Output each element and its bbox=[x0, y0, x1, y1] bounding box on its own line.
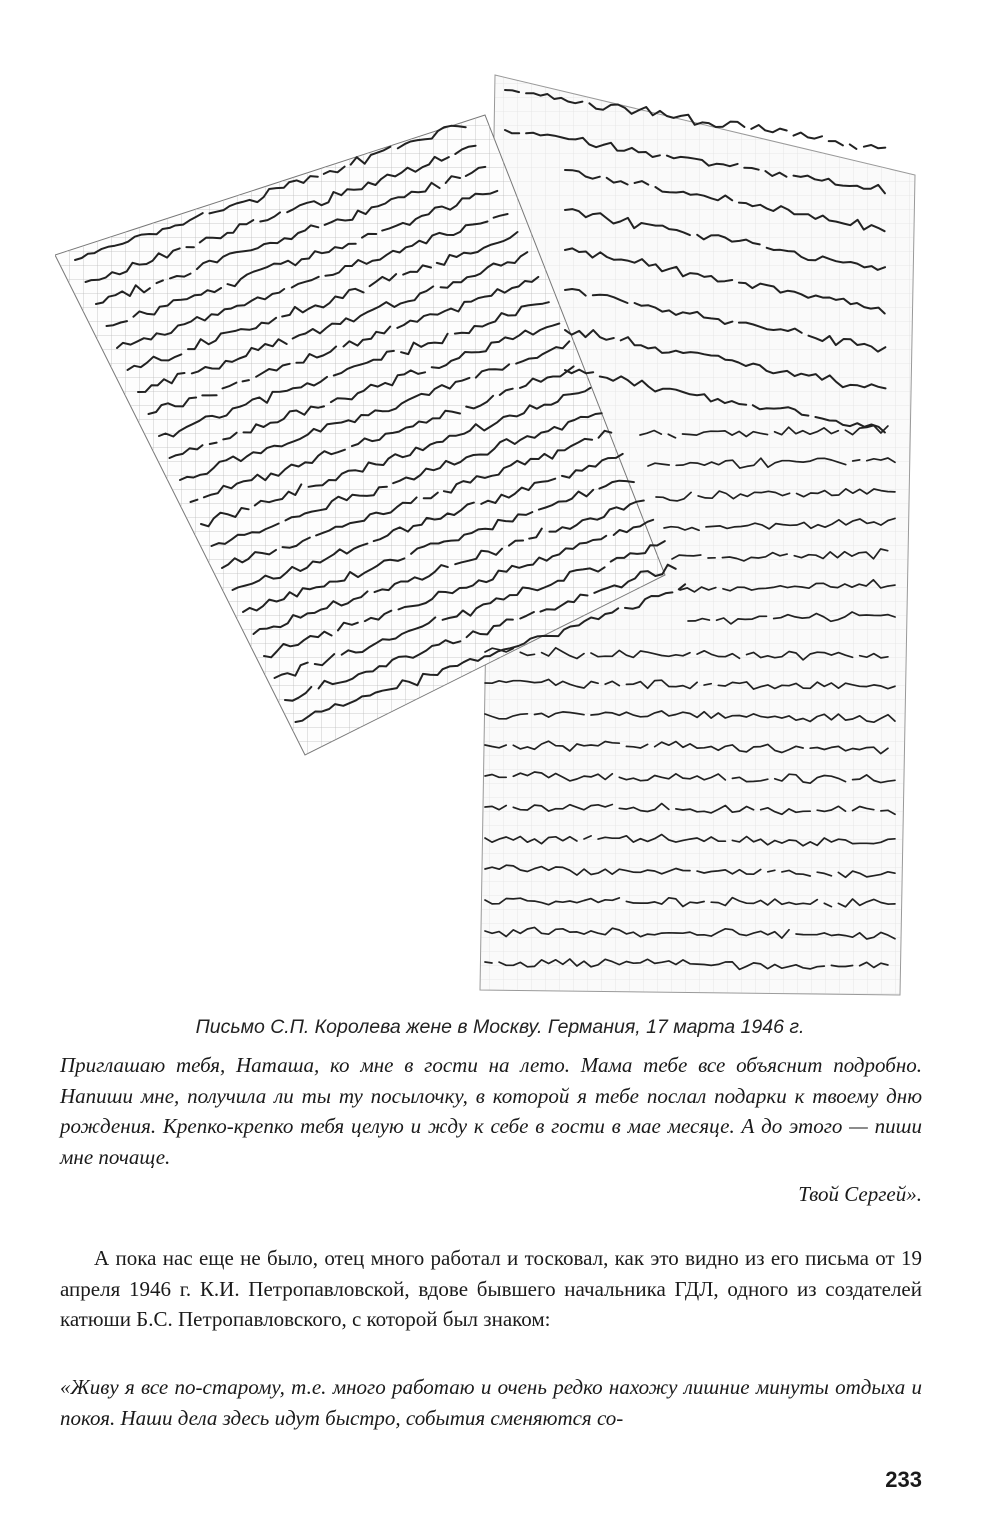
letter-quote-2: «Живу я все по-старому, т.е. много работаю и очень редко нахожу лишние минуты отдыха и покоя. Наши дела здесь идут быстро, события сменяются со- bbox=[60, 1375, 922, 1430]
letter-photo bbox=[55, 55, 945, 1015]
handwritten-letter-icon bbox=[55, 55, 945, 1015]
letter-quote: Приглашаю тебя, Наташа, ко мне в гости на лето. Мама тебе все объяснит подробно. Напиши мне, получила ли ты ту посылочку, в которой я тебе послал подарки к твоему дню рождения. Крепко-крепко тебя целую и жду к себе в гости в мае месяце. А до этого — пиши мне почаще. bbox=[60, 1053, 922, 1169]
page-number: 233 bbox=[885, 1467, 922, 1492]
body-paragraph: А пока нас еще не было, отец много работал и тосковал, как это видно из его письма от 19 апреля 1946 г. К.И. Петропавловской, вдове бывшего начальника ГДЛ, одного из создателей катюши Б.С. Петропавловского, с которой был знаком: bbox=[60, 1246, 922, 1331]
figure-caption: Письмо С.П. Королева жене в Москву. Германия, 17 марта 1946 г. bbox=[195, 1016, 805, 1038]
letter-signature: Твой Сергей». bbox=[798, 1182, 922, 1206]
